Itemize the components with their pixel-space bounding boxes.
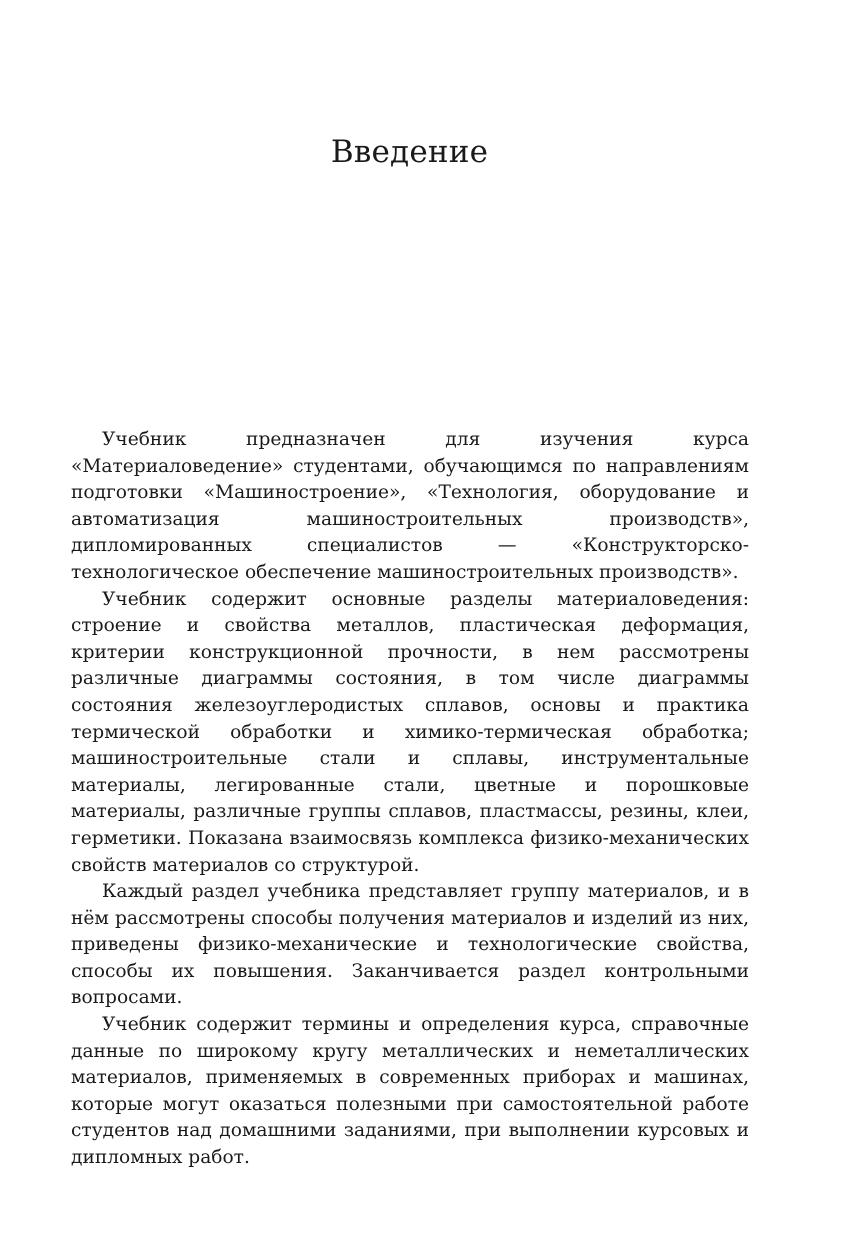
paragraph-purpose: Учебник предназначен для изучения курса «Материаловедение» студентами, обучающимся по направлениям подготовки «Машиностроение», «Технология, оборудование и автоматизация машиностроительных производств», дипломированных специалистов — «Конструкторско-технологическое обеспечение машиностроительных производств». bbox=[71, 429, 749, 583]
paragraph-reference: Учебник содержит термины и определения курса, справочные данные по широкому кругу металлических и неметаллических материалов, применяемых в современных приборах и машинах, которые могут оказаться полезными при самостоятельной работе студентов над домашними заданиями, при выполнении курсовых и дипломных работ. bbox=[71, 1014, 749, 1169]
introduction-body bbox=[71, 427, 749, 1172]
paragraph-contents: Учебник содержит основные разделы материаловедения: строение и свойства металлов, пластическая деформация, критерии конструкционной прочности, в нем рассмотрены различные диаграммы состояния, в том числе диаграммы состояния железоуглеродистых сплавов, основы и практика термической обработки и химико-термическая обработка; машиностроительные стали и сплавы, инструментальные материалы, легированные стали, цветные и порошковые материалы, различные группы сплавов, пластмассы, резины, клеи, герметики. Показана взаимосвязь комплекса физико-механических свойств материалов со структурой. bbox=[71, 588, 749, 876]
paragraph-sections: Каждый раздел учебника представляет группу материалов, и в нём рассмотрены способы получения материалов и изделий из них, приведены физико-механические и технологические свойства, способы их повышения. Заканчивается раздел контрольными вопросами. bbox=[71, 881, 749, 1009]
page-title: Введение bbox=[330, 134, 489, 170]
